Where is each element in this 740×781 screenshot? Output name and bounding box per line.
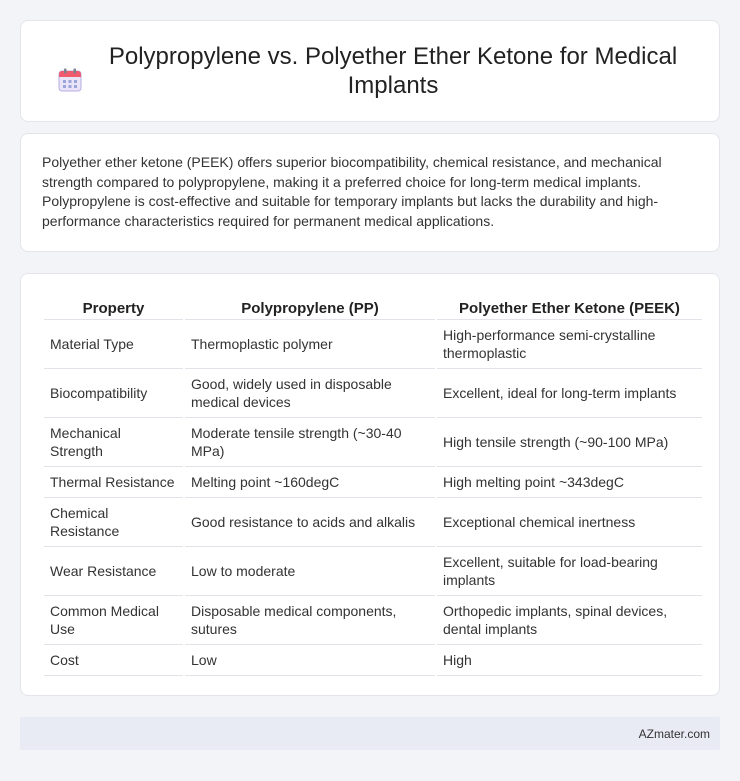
table-cell: High tensile strength (~90-100 MPa) xyxy=(437,418,702,467)
table-cell: Orthopedic implants, spinal devices, dental implants xyxy=(437,596,702,645)
calendar-icon xyxy=(57,67,83,93)
table-cell: Biocompatibility xyxy=(44,369,183,418)
table-row xyxy=(44,369,702,418)
table-cell: Good, widely used in disposable medical devices xyxy=(185,369,435,418)
table-cell: Thermal Resistance xyxy=(44,467,183,498)
table-cell: Low to moderate xyxy=(185,547,435,596)
comparison-table-card xyxy=(20,273,720,696)
table-cell: Chemical Resistance xyxy=(44,498,183,547)
title-card xyxy=(20,20,720,122)
table-row xyxy=(44,418,702,467)
table-row xyxy=(44,547,702,596)
table-row xyxy=(44,467,702,498)
table-cell: Mechanical Strength xyxy=(44,418,183,467)
table-row xyxy=(44,645,702,676)
table-cell: Excellent, ideal for long-term implants xyxy=(437,369,702,418)
comparison-table xyxy=(42,294,704,676)
page-title: Polypropylene vs. Polyether Ether Ketone for Medical Implants xyxy=(108,43,678,99)
summary-card xyxy=(20,133,720,252)
table-cell: Wear Resistance xyxy=(44,547,183,596)
table-cell: Low xyxy=(185,645,435,676)
table-row xyxy=(44,320,702,369)
table-row xyxy=(44,596,702,645)
summary-text: Polyether ether ketone (PEEK) offers superior biocompatibility, chemical resistance, and mechanical strength compared to polypropylene, making it a preferred choice for long-term medical implants. Polypropylene is cost-effective and suitable for temporary implants but lacks the durability and high-performance characteristics required for permanent medical applications. xyxy=(42,154,662,229)
table-cell: Material Type xyxy=(44,320,183,369)
table-cell: Good resistance to acids and alkalis xyxy=(185,498,435,547)
table-cell: Cost xyxy=(44,645,183,676)
table-header-row xyxy=(44,294,702,320)
header-peek: Polyether Ether Ketone (PEEK) xyxy=(437,294,702,320)
header-polypropylene: Polypropylene (PP) xyxy=(185,294,435,320)
table-cell: Thermoplastic polymer xyxy=(185,320,435,369)
table-cell: High melting point ~343degC xyxy=(437,467,702,498)
table-cell: Moderate tensile strength (~30-40 MPa) xyxy=(185,418,435,467)
table-cell: High xyxy=(437,645,702,676)
table-cell: High-performance semi-crystalline thermoplastic xyxy=(437,320,702,369)
footer xyxy=(20,717,720,750)
table-cell: Excellent, suitable for load-bearing implants xyxy=(437,547,702,596)
header-property: Property xyxy=(44,294,183,320)
footer-site-link[interactable]: AZmater.com xyxy=(638,726,710,741)
table-cell: Common Medical Use xyxy=(44,596,183,645)
table-cell: Exceptional chemical inertness xyxy=(437,498,702,547)
table-cell: Melting point ~160degC xyxy=(185,467,435,498)
table-cell: Disposable medical components, sutures xyxy=(185,596,435,645)
table-row xyxy=(44,498,702,547)
title-row xyxy=(57,42,683,100)
